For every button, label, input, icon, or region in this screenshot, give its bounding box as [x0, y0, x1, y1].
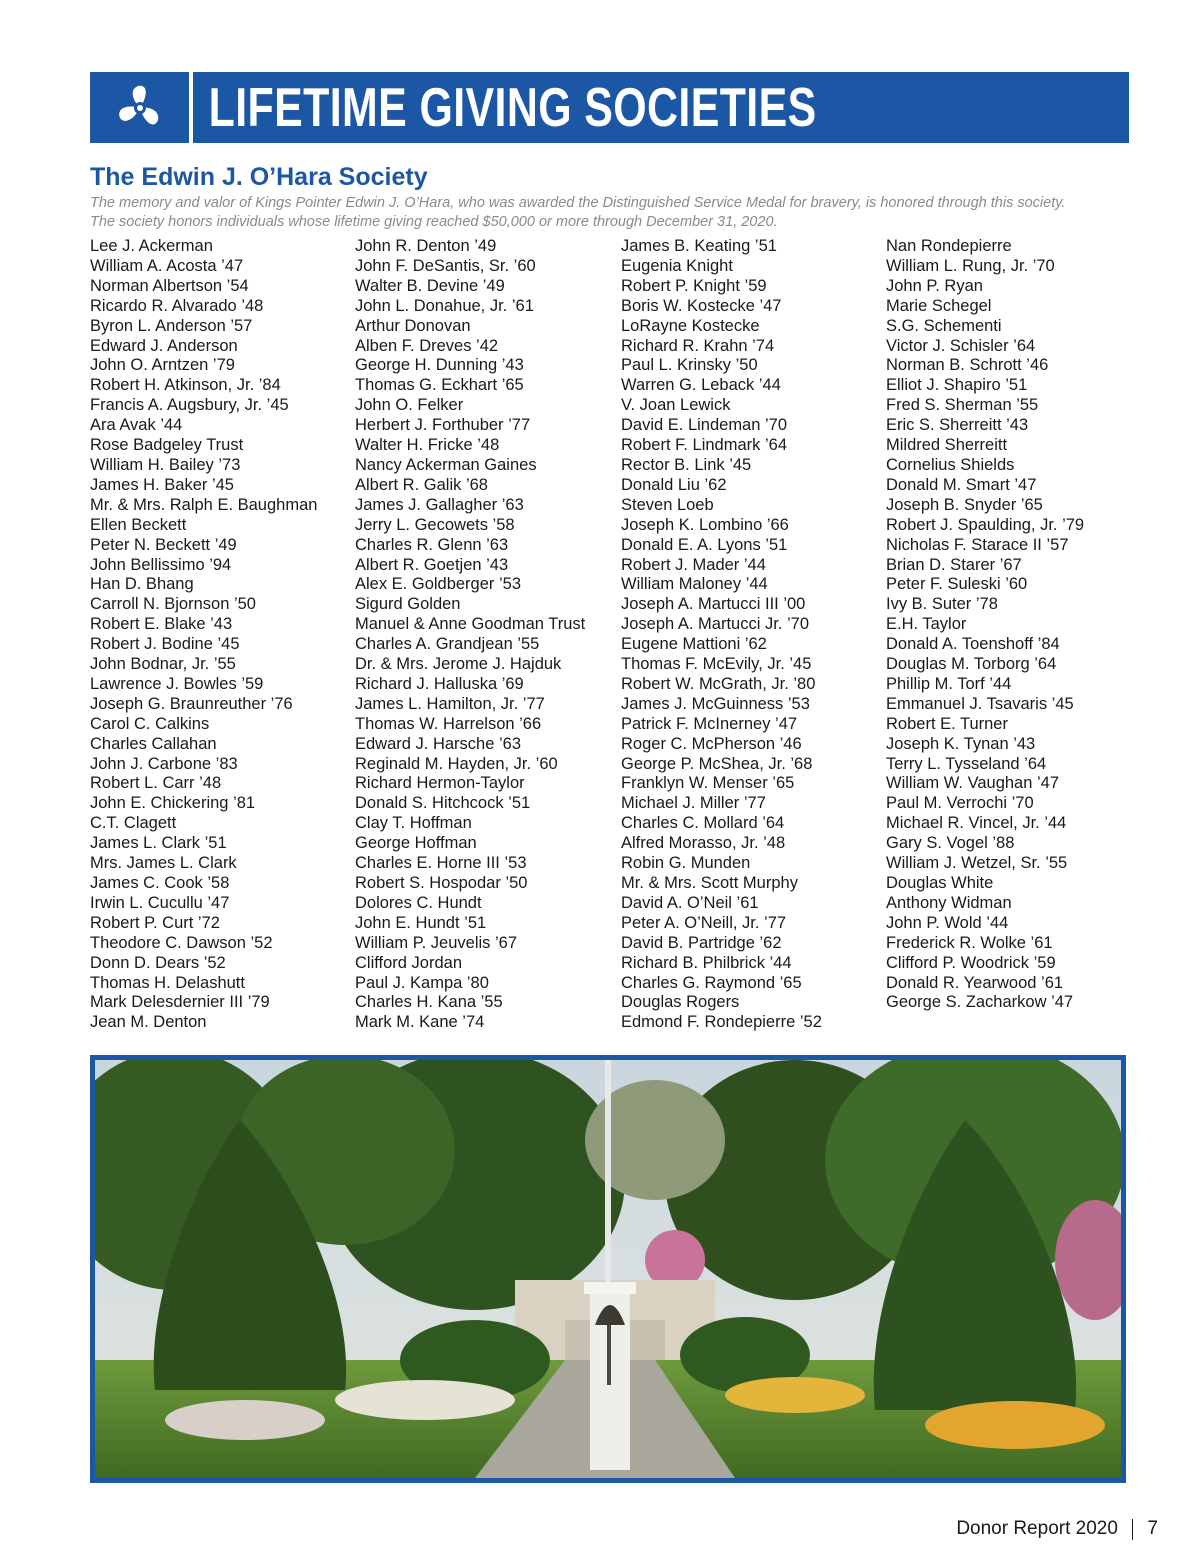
donor-column-1	[90, 237, 350, 1033]
donor-name: Joseph K. Tynan ’43	[886, 734, 1036, 753]
donor-name: Thomas F. McEvily, Jr. ’45	[621, 655, 812, 674]
donor-name: Paul J. Kampa ’80	[355, 973, 489, 992]
donor-name: Donald Liu ’62	[621, 475, 727, 494]
donor-name: William A. Acosta ’47	[90, 256, 244, 275]
donor-name: William H. Bailey ’73	[90, 455, 241, 474]
donor-name: William L. Rung, Jr. ’70	[886, 256, 1055, 275]
donor-name: Ellen Beckett	[90, 515, 187, 534]
donor-name: Frederick R. Wolke ’61	[886, 933, 1053, 952]
donor-name: Charles H. Kana ’55	[355, 993, 503, 1012]
donor-name: Douglas White	[886, 874, 994, 892]
donor-name: James B. Keating ’51	[621, 237, 777, 255]
donor-column-4	[886, 237, 1146, 1013]
donor-name: Albert R. Galik ’68	[355, 475, 488, 494]
donor-name: Robert L. Carr ’48	[90, 774, 222, 793]
donor-name: Mildred Sherreitt	[886, 436, 1008, 455]
donor-name: John E. Hundt ’51	[355, 913, 487, 932]
donor-name: Ivy B. Suter ’78	[886, 595, 998, 614]
donor-name: Herbert J. Forthuber ’77	[355, 416, 531, 435]
donor-name: Thomas W. Harrelson ’66	[355, 714, 542, 733]
donor-name: Thomas G. Eckhart ’65	[355, 376, 524, 395]
donor-name: Peter N. Beckett ’49	[90, 535, 237, 554]
donor-name: John Bellissimo ’94	[90, 555, 232, 574]
donor-name: Clifford Jordan	[355, 953, 463, 972]
donor-name: Mrs. James L. Clark	[90, 854, 237, 873]
donor-name: Boris W. Kostecke ’47	[621, 296, 782, 315]
page-footer	[956, 1518, 1158, 1540]
donor-name: Elliot J. Shapiro ’51	[886, 376, 1028, 395]
donor-column-3	[621, 237, 881, 1033]
donor-name: James C. Cook ’58	[90, 874, 230, 892]
donor-name: Nancy Ackerman Gaines	[355, 455, 537, 474]
donor-name: John J. Carbone ’83	[90, 754, 238, 773]
donor-name: Mark M. Kane ’74	[355, 1013, 485, 1032]
donor-name: Victor J. Schisler ’64	[886, 336, 1036, 355]
donor-name: Dolores C. Hundt	[355, 893, 482, 912]
garden-bell-photo	[90, 1055, 1126, 1483]
donor-name: Fred S. Sherman ’55	[886, 396, 1039, 415]
donor-name: Cornelius Shields	[886, 455, 1015, 474]
donor-name: Edward J. Anderson	[90, 336, 238, 355]
donor-name: Han D. Bhang	[90, 575, 194, 594]
donor-name: Douglas Rogers	[621, 993, 740, 1012]
donor-list	[90, 237, 1130, 1037]
donor-name: Charles G. Raymond ’65	[621, 973, 802, 992]
donor-name: Edward J. Harsche ’63	[355, 734, 521, 753]
donor-name: Charles Callahan	[90, 734, 217, 753]
donor-name: Robert J. Bodine ’45	[90, 635, 240, 654]
donor-name: George Hoffman	[355, 834, 477, 853]
donor-name: Walter H. Fricke ’48	[355, 436, 500, 455]
page-number: 7	[1147, 1518, 1158, 1539]
donor-name: Robert E. Turner	[886, 714, 1008, 733]
donor-name: Dr. & Mrs. Jerome J. Hajduk	[355, 655, 562, 674]
donor-name: Robert S. Hospodar ’50	[355, 874, 528, 892]
donor-name: Marie Schegel	[886, 296, 992, 315]
donor-name: Joseph G. Braunreuther ’76	[90, 694, 293, 713]
donor-name: Clay T. Hoffman	[355, 814, 472, 833]
donor-name: Sigurd Golden	[355, 595, 461, 614]
donor-name: James J. Gallagher ’63	[355, 495, 524, 514]
donor-name: Robert P. Knight ’59	[621, 276, 767, 295]
society-description-line: The memory and valor of Kings Pointer Edwin J. O’Hara, who was awarded the Distinguished Service Medal for bravery, is honored through this society.	[90, 195, 1066, 211]
donor-name: Irwin L. Cucullu ’47	[90, 893, 230, 912]
donor-name: Nan Rondepierre	[886, 237, 1012, 255]
donor-name: Eric S. Sherreitt ’43	[886, 416, 1029, 435]
donor-name: Donald A. Toenshoff ’84	[886, 635, 1060, 654]
donor-name: V. Joan Lewick	[621, 396, 731, 415]
donor-name: Arthur Donovan	[355, 316, 471, 335]
donor-name: Norman Albertson ’54	[90, 276, 249, 295]
donor-name: Theodore C. Dawson ’52	[90, 933, 273, 952]
donor-name: Ricardo R. Alvarado ’48	[90, 296, 264, 315]
donor-name: George H. Dunning ’43	[355, 356, 524, 375]
donor-name: Rose Badgeley Trust	[90, 436, 244, 455]
donor-name: Robert H. Atkinson, Jr. ’84	[90, 376, 281, 395]
donor-name: Paul L. Krinsky ’50	[621, 356, 758, 375]
donor-name: Brian D. Starer ’67	[886, 555, 1022, 574]
donor-name: Emmanuel J. Tsavaris ’45	[886, 694, 1074, 713]
donor-name: John O. Felker	[355, 396, 464, 415]
donor-name: E.H. Taylor	[886, 615, 967, 634]
donor-name: George P. McShea, Jr. ’68	[621, 754, 813, 773]
donor-name: Robert P. Curt ’72	[90, 913, 220, 932]
donor-name: Michael J. Miller ’77	[621, 794, 766, 813]
donor-column-2	[355, 237, 615, 1033]
donor-name: Phillip M. Torf ’44	[886, 674, 1012, 693]
donor-name: Clifford P. Woodrick ’59	[886, 953, 1056, 972]
donor-name: Alfred Morasso, Jr. ’48	[621, 834, 786, 853]
donor-name: Douglas M. Torborg ’64	[886, 655, 1057, 674]
donor-name: Thomas H. Delashutt	[90, 973, 245, 992]
society-description	[90, 194, 1140, 232]
donor-name: Richard J. Halluska ’69	[355, 674, 524, 693]
donor-name: James L. Hamilton, Jr. ’77	[355, 694, 545, 713]
society-title: The Edwin J. O’Hara Society	[90, 163, 428, 191]
donor-name: Robert E. Blake ’43	[90, 615, 233, 634]
donor-name: Franklyn W. Menser ’65	[621, 774, 795, 793]
section-banner	[90, 72, 1129, 143]
donor-name: John E. Chickering ’81	[90, 794, 256, 813]
donor-name: Reginald M. Hayden, Jr. ’60	[355, 754, 558, 773]
donor-name: David B. Partridge ’62	[621, 933, 782, 952]
donor-name: Donald R. Yearwood ’61	[886, 973, 1064, 992]
donor-name: Walter B. Devine ’49	[355, 276, 505, 295]
donor-name: Nicholas F. Starace II ’57	[886, 535, 1069, 554]
donor-name: Jean M. Denton	[90, 1013, 207, 1032]
donor-name: Norman B. Schrott ’46	[886, 356, 1049, 375]
donor-name: John Bodnar, Jr. ’55	[90, 655, 236, 674]
donor-name: Roger C. McPherson ’46	[621, 734, 802, 753]
donor-name: S.G. Schementi	[886, 316, 1002, 335]
donor-name: Alben F. Dreves ’42	[355, 336, 499, 355]
propeller-icon	[90, 72, 193, 143]
donor-name: John L. Donahue, Jr. ’61	[355, 296, 534, 315]
donor-name: Patrick F. McInerney ’47	[621, 714, 798, 733]
donor-name: LoRayne Kostecke	[621, 316, 760, 335]
donor-name: John P. Wold ’44	[886, 913, 1009, 932]
page-title: LIFETIME GIVING SOCIETIES	[208, 76, 817, 138]
donor-name: Mark Delesdernier III ’79	[90, 993, 270, 1012]
report-title: Donor Report 2020	[956, 1518, 1118, 1539]
donor-name: Donald E. A. Lyons ’51	[621, 535, 788, 554]
donor-name: Richard R. Krahn ’74	[621, 336, 775, 355]
donor-name: James J. McGuinness ’53	[621, 694, 810, 713]
donor-name: Manuel & Anne Goodman Trust	[355, 615, 586, 634]
donor-name: Donn D. Dears ’52	[90, 953, 226, 972]
donor-name: Richard Hermon-Taylor	[355, 774, 525, 793]
donor-name: Robert J. Spaulding, Jr. ’79	[886, 515, 1085, 534]
donor-name: Richard B. Philbrick ’44	[621, 953, 792, 972]
donor-name: Joseph B. Snyder ’65	[886, 495, 1043, 514]
donor-name: Warren G. Leback ’44	[621, 376, 781, 395]
donor-name: Anthony Widman	[886, 893, 1012, 912]
donor-name: Albert R. Goetjen ’43	[355, 555, 509, 574]
donor-name: Charles R. Glenn ’63	[355, 535, 509, 554]
donor-name: George S. Zacharkow ’47	[886, 993, 1074, 1012]
donor-name: Peter F. Suleski ’60	[886, 575, 1028, 594]
donor-name: Byron L. Anderson ’57	[90, 316, 253, 335]
donor-name: John P. Ryan	[886, 276, 983, 295]
donor-name: Jerry L. Gecowets ’58	[355, 515, 515, 534]
donor-name: William J. Wetzel, Sr. ’55	[886, 854, 1068, 873]
donor-name: John O. Arntzen ’79	[90, 356, 235, 375]
donor-name: C.T. Clagett	[90, 814, 177, 833]
donor-name: Michael R. Vincel, Jr. ’44	[886, 814, 1067, 833]
donor-name: Donald S. Hitchcock ’51	[355, 794, 531, 813]
society-description-line: The society honors individuals whose lifetime giving reached $50,000 or more through December 31, 2020.	[90, 214, 778, 230]
donor-name: Eugenia Knight	[621, 256, 733, 275]
donor-name: Eugene Mattioni ’62	[621, 635, 767, 654]
donor-name: Robin G. Munden	[621, 854, 751, 873]
donor-name: Rector B. Link ’45	[621, 455, 752, 474]
donor-name: William W. Vaughan ’47	[886, 774, 1060, 793]
donor-name: Robert W. McGrath, Jr. ’80	[621, 674, 816, 693]
donor-name: John F. DeSantis, Sr. ’60	[355, 256, 536, 275]
donor-name: Charles C. Mollard ’64	[621, 814, 785, 833]
donor-name: Joseph K. Lombino ’66	[621, 515, 789, 534]
donor-name: James L. Clark ’51	[90, 834, 227, 853]
donor-name: Charles A. Grandjean ’55	[355, 635, 540, 654]
donor-name: Paul M. Verrochi ’70	[886, 794, 1034, 813]
donor-name: David E. Lindeman ’70	[621, 416, 788, 435]
donor-name: Donald M. Smart ’47	[886, 475, 1037, 494]
donor-name: Robert J. Mader ’44	[621, 555, 766, 574]
donor-name: John R. Denton ’49	[355, 237, 497, 255]
footer-divider	[1132, 1519, 1134, 1540]
donor-name: Terry L. Tysseland ’64	[886, 754, 1047, 773]
donor-name: David A. O’Neil ’61	[621, 893, 759, 912]
donor-name: Carol C. Calkins	[90, 714, 210, 733]
donor-name: Carroll N. Bjornson ’50	[90, 595, 256, 614]
donor-name: Edmond F. Rondepierre ’52	[621, 1013, 822, 1032]
donor-name: Lee J. Ackerman	[90, 237, 213, 255]
donor-name: Alex E. Goldberger ’53	[355, 575, 522, 594]
donor-name: Peter A. O’Neill, Jr. ’77	[621, 913, 787, 932]
donor-name: William P. Jeuvelis ’67	[355, 933, 518, 952]
donor-name: Robert F. Lindmark ’64	[621, 436, 787, 455]
donor-name: Francis A. Augsbury, Jr. ’45	[90, 396, 289, 415]
donor-name: Joseph A. Martucci Jr. ’70	[621, 615, 810, 634]
donor-name: Mr. & Mrs. Scott Murphy	[621, 874, 798, 892]
donor-name: Steven Loeb	[621, 495, 714, 514]
donor-name: Lawrence J. Bowles ’59	[90, 674, 264, 693]
donor-name: William Maloney ’44	[621, 575, 768, 594]
donor-name: James H. Baker ’45	[90, 475, 234, 494]
donor-name: Gary S. Vogel ’88	[886, 834, 1015, 853]
donor-name: Ara Avak ’44	[90, 416, 183, 435]
donor-name: Charles E. Horne III ’53	[355, 854, 527, 873]
donor-name: Joseph A. Martucci III ’00	[621, 595, 806, 614]
donor-name: Mr. & Mrs. Ralph E. Baughman	[90, 495, 318, 514]
